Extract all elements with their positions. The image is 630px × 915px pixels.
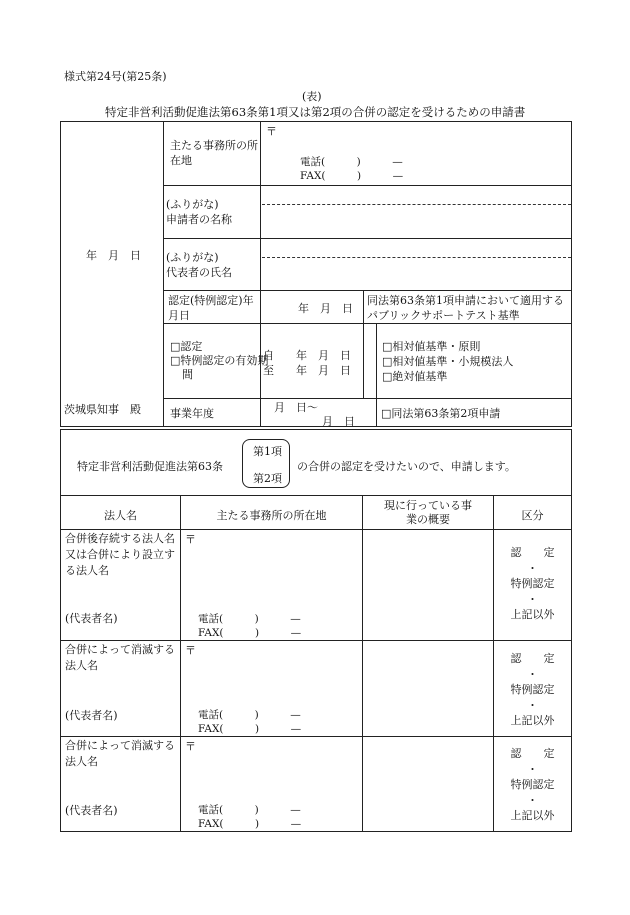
para2-option: □同法第63条第2項申請 bbox=[381, 407, 501, 420]
test-options bbox=[382, 339, 513, 384]
row1-tel: 電話( ) — bbox=[198, 613, 301, 625]
statement-prefix: 特定非営利活動促進法第63条 bbox=[77, 460, 223, 473]
validity-option-special: □特例認定の有効期間 bbox=[170, 354, 269, 381]
header-business-summary: 現に行っている事業の概要 bbox=[384, 499, 472, 526]
row2-corp-name: 合併によって消滅する法人名 bbox=[65, 643, 175, 672]
validity-option-cert: □認定 bbox=[170, 340, 203, 353]
row2-rep: (代表者名) bbox=[65, 709, 118, 722]
row1-corp-name: 合併後存続する法人名又は合併により設立する法人名 bbox=[65, 532, 175, 577]
test-basis-label: 同法第63条第1項申請において適用するパブリックサポートテスト基準 bbox=[367, 294, 564, 322]
header-office-address: 主たる事務所の所在地 bbox=[216, 509, 327, 522]
row2-fax: FAX( ) — bbox=[198, 723, 302, 735]
rep-furigana: (ふりがな) bbox=[166, 251, 219, 264]
header-corp-name: 法人名 bbox=[104, 509, 137, 522]
statement-option-1: 第1項 bbox=[253, 445, 282, 458]
applicant-furigana: (ふりがな) bbox=[166, 198, 219, 211]
tel-field: 電話( ) — bbox=[300, 156, 403, 168]
fiscal-year-label: 事業年度 bbox=[170, 407, 214, 420]
form-number: 様式第24号(第25条) bbox=[64, 70, 167, 83]
side-label: (表) bbox=[302, 90, 322, 103]
row3-kubun: 認 定 ・ 特例認定 ・ 上記以外 bbox=[510, 747, 555, 822]
row3-corp-name: 合併によって消滅する法人名 bbox=[65, 739, 175, 768]
rep-name-label: 代表者の氏名 bbox=[166, 266, 232, 279]
applicant-name-label: 申請者の名称 bbox=[166, 213, 232, 226]
row3-fax: FAX( ) — bbox=[198, 818, 302, 830]
addressee: 茨城県知事 殿 bbox=[64, 403, 141, 416]
application-date: 年 月 日 bbox=[86, 249, 141, 262]
document-title: 特定非営利活動促進法第63条第1項又は第2項の合併の認定を受けるための申請書 bbox=[105, 105, 526, 119]
row2-tel: 電話( ) — bbox=[198, 709, 301, 721]
validity-options bbox=[170, 340, 272, 382]
fiscal-to: 月 日 bbox=[322, 415, 355, 428]
header-kubun: 区分 bbox=[521, 509, 544, 522]
row1-postal: 〒 bbox=[185, 533, 196, 546]
row1-kubun: 認 定 ・ 特例認定 ・ 上記以外 bbox=[510, 546, 555, 621]
row3-tel: 電話( ) — bbox=[198, 804, 301, 816]
row1-fax: FAX( ) — bbox=[198, 627, 302, 639]
validity-from: 自 年 月 日 bbox=[263, 349, 351, 362]
test-option-relative-small: □相対値基準・小規模法人 bbox=[382, 355, 514, 368]
row2-kubun: 認 定 ・ 特例認定 ・ 上記以外 bbox=[510, 652, 555, 727]
statement-option-2: 第2項 bbox=[253, 472, 282, 485]
statement-suffix: の合併の認定を受けたいので、申請します。 bbox=[297, 460, 516, 473]
test-option-relative-principle: □相対値基準・原則 bbox=[382, 340, 481, 353]
test-option-absolute: □絶対値基準 bbox=[382, 370, 448, 383]
postal-mark: 〒 bbox=[266, 125, 277, 138]
cert-date-label: 認定(特例認定)年月日 bbox=[168, 294, 254, 322]
office-address-label: 主たる事務所の所在地 bbox=[170, 139, 258, 167]
fax-field: FAX( ) — bbox=[300, 170, 404, 182]
fiscal-from: 月 日～ bbox=[274, 401, 318, 414]
cert-date-value: 年 月 日 bbox=[298, 302, 353, 315]
row1-rep: (代表者名) bbox=[65, 612, 118, 625]
row2-postal: 〒 bbox=[185, 644, 196, 657]
validity-to: 至 年 月 日 bbox=[263, 364, 351, 377]
row3-rep: (代表者名) bbox=[65, 804, 118, 817]
row3-postal: 〒 bbox=[185, 740, 196, 753]
